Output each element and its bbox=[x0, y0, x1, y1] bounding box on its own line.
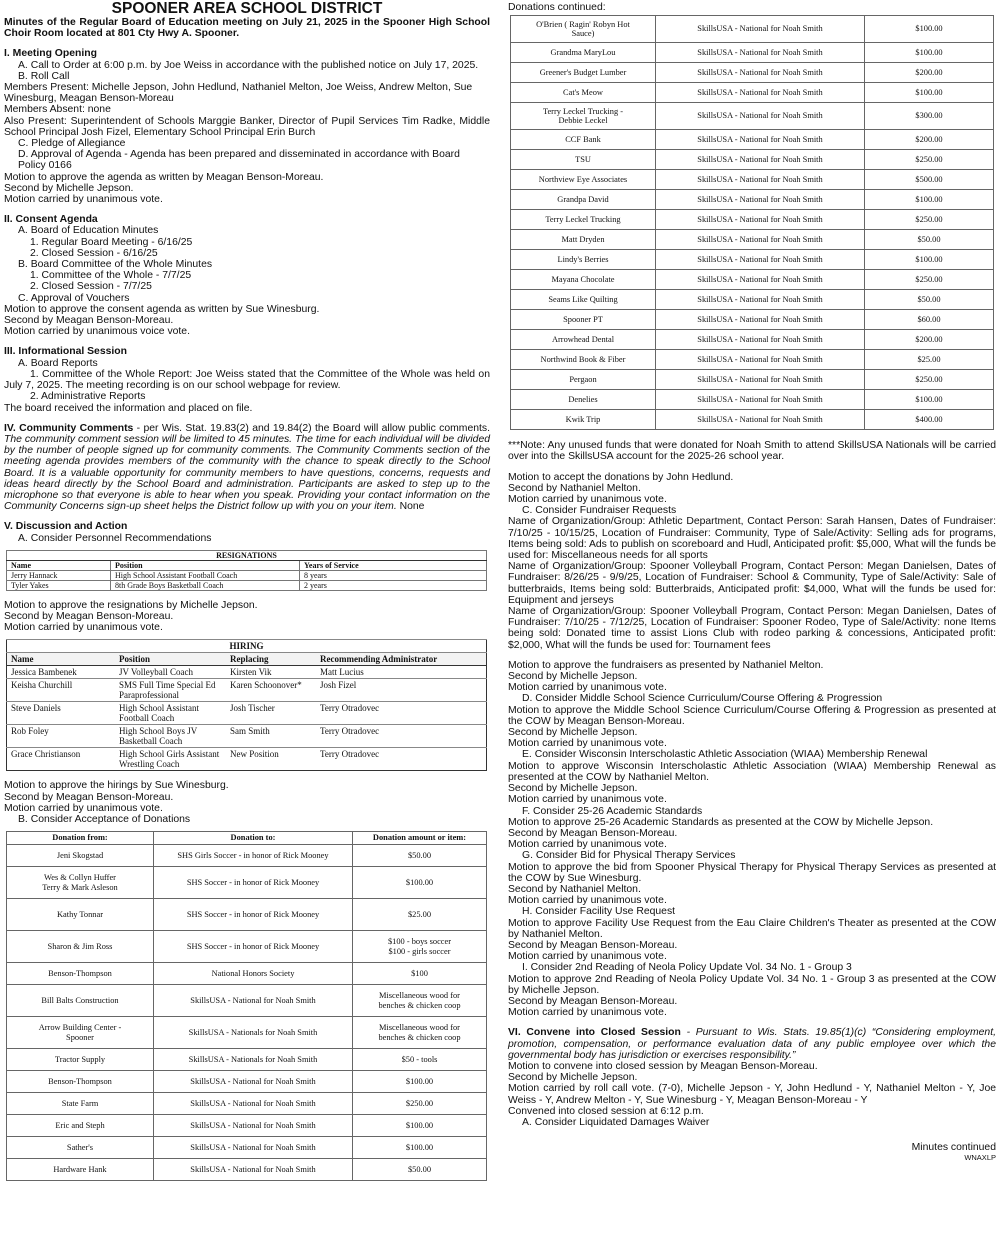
res-motion: Motion to approve the resignations by Michelle Jepson. bbox=[4, 599, 258, 611]
donation-cell: SkillsUSA - Nationals for Noah Smith bbox=[154, 1049, 353, 1071]
s4-tail: None bbox=[396, 501, 425, 513]
i-second: Second by Meagan Benson-Moreau. bbox=[508, 995, 678, 1007]
donation-cell: $250.00 bbox=[865, 150, 994, 170]
don-header-to: Donation to: bbox=[154, 832, 353, 845]
donation-cell: SkillsUSA - National for Noah Smith bbox=[154, 1071, 353, 1093]
intro: Minutes of the Regular Board of Education meeting on July 21, 2025 in the Spooner High School Choir Room located at 801 Cty Hwy A. Spooner. bbox=[4, 17, 490, 40]
donation-cell: SkillsUSA - National for Noah Smith bbox=[656, 16, 865, 43]
donation-cell: SHS Soccer - in honor of Rick Mooney bbox=[154, 899, 353, 931]
table-row bbox=[7, 867, 487, 899]
section-6-heading: VI. Convene into Closed Session bbox=[508, 1027, 681, 1039]
donation-cell: SkillsUSA - National for Noah Smith bbox=[656, 170, 865, 190]
donation-cell: $250.00 bbox=[865, 270, 994, 290]
donation-cell: CCF Bank bbox=[511, 130, 656, 150]
table-row bbox=[7, 725, 487, 748]
hire-cell: Keisha Churchill bbox=[7, 679, 116, 702]
donation-cell: Sharon & Jim Ross bbox=[7, 931, 154, 963]
donation-cell: Miscellaneous wood for benches & chicken coop bbox=[353, 1017, 487, 1049]
i-motion: Motion to approve 2nd Reading of Neola Policy Update Vol. 34 No. 1 - Group 3 as presented at the COW by Michelle Jepson. bbox=[508, 973, 996, 996]
donations-continued: Donations continued: bbox=[508, 2, 606, 13]
donation-cell: Grandpa David bbox=[511, 190, 656, 210]
minutes-continued: Minutes continued bbox=[911, 1142, 996, 1154]
hire-cell: New Position bbox=[226, 748, 316, 771]
donation-cell: SkillsUSA - National for Noah Smith bbox=[656, 330, 865, 350]
right-column bbox=[508, 0, 996, 1162]
donation-cell: Kwik Trip bbox=[511, 410, 656, 430]
table-row bbox=[7, 1159, 487, 1181]
donation-cell: $25.00 bbox=[353, 899, 487, 931]
donation-cell: Matt Dryden bbox=[511, 230, 656, 250]
table-row bbox=[7, 1093, 487, 1115]
fundraiser-1: Name of Organization/Group: Athletic Department, Contact Person: Sarah Hansen, Dates of Fundraiser: 7/10/25 - 10/15/25, Location of Fundraiser: Community, Type of Sale/Activity: Selling ads for programs, Items being sold: Ads to publish on scoreboard and Hudl, Anticipated profit: $5,000, What will the funds be used for: Miscellaneous needs for all sports bbox=[508, 516, 996, 562]
donation-cell: Terry Leckel Trucking - Debbie Leckel bbox=[511, 103, 656, 130]
donation-cell: $50 - tools bbox=[353, 1049, 487, 1071]
donation-cell: SkillsUSA - National for Noah Smith bbox=[656, 190, 865, 210]
don-header-from: Donation from: bbox=[7, 832, 154, 845]
donation-cell: SkillsUSA - National for Noah Smith bbox=[656, 83, 865, 103]
donation-cell: National Honors Society bbox=[154, 963, 353, 985]
section-6-paragraph bbox=[508, 1027, 996, 1061]
donation-cell: Eric and Steph bbox=[7, 1115, 154, 1137]
g-second: Second by Nathaniel Melton. bbox=[508, 883, 641, 895]
donation-cell: $250.00 bbox=[865, 370, 994, 390]
f-carried: Motion carried by unanimous vote. bbox=[508, 839, 667, 851]
s2-a: A. Board of Education Minutes bbox=[18, 225, 159, 237]
table-row bbox=[511, 390, 994, 410]
s4-lead: - per Wis. Stat. 19.83(2) and 19.84(2) the Board will allow public comments. bbox=[133, 422, 490, 434]
donation-cell: Denelies bbox=[511, 390, 656, 410]
hire-cell: Josh Tischer bbox=[226, 702, 316, 725]
donation-cell: SkillsUSA - Nationals for Noah Smith bbox=[154, 1017, 353, 1049]
s1-c: C. Pledge of Allegiance bbox=[18, 138, 126, 150]
hire-cell: High School Assistant Football Coach bbox=[115, 702, 226, 725]
donation-cell: Bill Balts Construction bbox=[7, 985, 154, 1017]
table-row bbox=[511, 290, 994, 310]
donation-cell: SkillsUSA - National for Noah Smith bbox=[656, 250, 865, 270]
donation-cell: Spooner PT bbox=[511, 310, 656, 330]
donation-cell: SkillsUSA - National for Noah Smith bbox=[656, 150, 865, 170]
d-carried: Motion carried by unanimous vote. bbox=[508, 738, 667, 750]
donation-cell: $300.00 bbox=[865, 103, 994, 130]
donations-table-right bbox=[510, 15, 994, 430]
table-row bbox=[511, 16, 994, 43]
res-header-years: Years of Service bbox=[300, 560, 487, 570]
hire-cell: Kirsten Vik bbox=[226, 666, 316, 679]
hire-second: Second by Meagan Benson-Moreau. bbox=[4, 791, 174, 803]
section-3-heading: III. Informational Session bbox=[4, 346, 127, 358]
donation-cell: Northwind Book & Fiber bbox=[511, 350, 656, 370]
s5-d: D. Consider Middle School Science Curriculum/Course Offering & Progression bbox=[522, 693, 883, 705]
don-header-amount: Donation amount or item: bbox=[353, 832, 487, 845]
hire-cell: Terry Otradovec bbox=[316, 702, 487, 725]
hire-cell: Josh Fizel bbox=[316, 679, 487, 702]
page-title: SPOONER AREA SCHOOL DISTRICT bbox=[111, 0, 383, 17]
donation-cell: Cat's Meow bbox=[511, 83, 656, 103]
res-second: Second by Meagan Benson-Moreau. bbox=[4, 610, 174, 622]
table-row bbox=[511, 350, 994, 370]
table-row bbox=[511, 270, 994, 290]
h-carried: Motion carried by unanimous vote. bbox=[508, 951, 667, 963]
donation-cell: SkillsUSA - National for Noah Smith bbox=[154, 1159, 353, 1181]
s2-b1: 1. Committee of the Whole - 7/7/25 bbox=[30, 270, 192, 282]
donation-cell: Seams Like Quilting bbox=[511, 290, 656, 310]
s6-second: Second by Michelle Jepson. bbox=[508, 1072, 638, 1084]
res-header-name: Name bbox=[7, 560, 111, 570]
res-cell: Jerry Hannack bbox=[7, 570, 111, 580]
donation-cell: $100.00 bbox=[865, 250, 994, 270]
donations-table-left bbox=[6, 831, 487, 1181]
hire-cell: SMS Full Time Special Ed Paraprofessional bbox=[115, 679, 226, 702]
res-cell: High School Assistant Football Coach bbox=[111, 570, 300, 580]
donation-cell: $50.00 bbox=[865, 230, 994, 250]
res-cell: 8 years bbox=[300, 570, 487, 580]
donation-cell: Arrowhead Dental bbox=[511, 330, 656, 350]
s5-a: A. Consider Personnel Recommendations bbox=[18, 532, 212, 544]
resignations-caption: RESIGNATIONS bbox=[7, 550, 487, 560]
res-cell: 2 years bbox=[300, 580, 487, 590]
s6-rollcall: Motion carried by roll call vote. (7-0), Michelle Jepson - Y, John Hedlund - Y, Nathaniel Melton - Y, Joe Weiss - Y, Andrew Melton - Y, Sue Winesburg - Y, Meagan Benson-Moreau - Y bbox=[508, 1083, 996, 1106]
hire-cell: High School Boys JV Basketball Coach bbox=[115, 725, 226, 748]
fund-motion: Motion to approve the fundraisers as presented by Nathaniel Melton. bbox=[508, 659, 824, 671]
donation-cell: Pergaon bbox=[511, 370, 656, 390]
donation-cell: $50.00 bbox=[353, 1159, 487, 1181]
table-row bbox=[7, 985, 487, 1017]
s2-motion: Motion to approve the consent agenda as written by Sue Winesburg. bbox=[4, 303, 320, 315]
donation-cell: $50.00 bbox=[353, 845, 487, 867]
section-4-paragraph bbox=[4, 423, 490, 513]
donation-cell: $500.00 bbox=[865, 170, 994, 190]
donation-cell: $100.00 bbox=[353, 867, 487, 899]
s5-e: E. Consider Wisconsin Interscholastic Athletic Association (WIAA) Membership Renewal bbox=[522, 749, 928, 761]
donation-cell: $250.00 bbox=[865, 210, 994, 230]
f-motion: Motion to approve 25-26 Academic Standards as presented at the COW by Michelle Jepson. bbox=[508, 816, 934, 828]
table-row bbox=[7, 1115, 487, 1137]
g-motion: Motion to approve the bid from Spooner Physical Therapy for Physical Therapy Services as presented at the COW by Sue Winesburg. bbox=[508, 861, 996, 884]
s5-i: I. Consider 2nd Reading of Neola Policy Update Vol. 34 No. 1 - Group 3 bbox=[522, 962, 852, 974]
donation-cell: SkillsUSA - National for Noah Smith bbox=[656, 390, 865, 410]
fundraiser-2: Name of Organization/Group: Spooner Volleyball Program, Contact Person: Megan Danielsen, Dates of Fundraiser: 8/26/25 - 9/9/25, Location of Fundraiser: School & Community, Type of Sale/Activity: Sale of butterbraids, Items being sold: Butterbraids, Anticipated profit: $4,000, What will the funds be used for: Equipment and jerseys bbox=[508, 561, 996, 606]
s1-a: A. Call to Order at 6:00 p.m. by Joe Weiss in accordance with the published notice on July 17, 2025. bbox=[18, 59, 479, 71]
s1-b: B. Roll Call bbox=[18, 70, 70, 82]
donation-cell: Arrow Building Center - Spooner bbox=[7, 1017, 154, 1049]
donation-cell: SkillsUSA - National for Noah Smith bbox=[656, 103, 865, 130]
s1-absent: Members Absent: none bbox=[4, 104, 111, 116]
donation-cell: Tractor Supply bbox=[7, 1049, 154, 1071]
s1-present: Members Present: Michelle Jepson, John Hedlund, Nathaniel Melton, Joe Weiss, Andrew Melton, Sue Winesburg, Meagan Benson-Moreau bbox=[4, 82, 473, 105]
h-second: Second by Meagan Benson-Moreau. bbox=[508, 939, 678, 951]
s6-motion: Motion to convene into closed session by Meagan Benson-Moreau. bbox=[508, 1060, 818, 1072]
hiring-table bbox=[6, 639, 487, 771]
donation-cell: Miscellaneous wood for benches & chicken coop bbox=[353, 985, 487, 1017]
donation-cell: Grandma MaryLou bbox=[511, 43, 656, 63]
donation-cell: $200.00 bbox=[865, 130, 994, 150]
s5-h: H. Consider Facility Use Request bbox=[522, 906, 676, 918]
donation-cell: SkillsUSA - National for Noah Smith bbox=[154, 1115, 353, 1137]
fund-second: Second by Michelle Jepson. bbox=[508, 671, 638, 683]
donation-cell: Wes & Collyn Huffer Terry & Mark Asleson bbox=[7, 867, 154, 899]
donation-cell: $100.00 bbox=[353, 1071, 487, 1093]
s5-f: F. Consider 25-26 Academic Standards bbox=[522, 805, 703, 817]
table-row bbox=[7, 570, 487, 580]
donation-cell: SkillsUSA - National for Noah Smith bbox=[656, 290, 865, 310]
d-motion: Motion to approve the Middle School Science Curriculum/Course Offering & Progression as presented at the COW by Meagan Benson-Moreau. bbox=[508, 704, 996, 727]
donation-cell: SkillsUSA - National for Noah Smith bbox=[656, 310, 865, 330]
table-row bbox=[511, 130, 994, 150]
hire-cell: Karen Schoonover* bbox=[226, 679, 316, 702]
s6-italic: - Pursuant to Wis. Stats. 19.85(1)(c) “Considering employment, promotion, compensation, or performance evaluation data of any public employee over which the governmental body has jurisdiction or exercises responsibility.” bbox=[508, 1027, 996, 1061]
res-cell: Tyler Yakes bbox=[7, 580, 111, 590]
table-row bbox=[511, 83, 994, 103]
donation-cell: Northview Eye Associates bbox=[511, 170, 656, 190]
donation-cell: SkillsUSA - National for Noah Smith bbox=[656, 63, 865, 83]
table-row bbox=[511, 170, 994, 190]
hire-cell: Grace Christianson bbox=[7, 748, 116, 771]
donation-cell: $100.00 bbox=[865, 16, 994, 43]
table-row bbox=[7, 702, 487, 725]
res-carried: Motion carried by unanimous vote. bbox=[4, 622, 163, 634]
donation-cell: SkillsUSA - National for Noah Smith bbox=[154, 985, 353, 1017]
donation-cell: Terry Leckel Trucking bbox=[511, 210, 656, 230]
table-row bbox=[7, 666, 487, 679]
hire-header-admin: Recommending Administrator bbox=[316, 653, 487, 666]
donation-cell: $100 bbox=[353, 963, 487, 985]
table-row bbox=[511, 370, 994, 390]
table-row bbox=[7, 1017, 487, 1049]
hire-cell: Terry Otradovec bbox=[316, 748, 487, 771]
e-motion: Motion to approve Wisconsin Interscholastic Athletic Association (WIAA) Membership Renewal as presented at the COW by Nathaniel Melton. bbox=[508, 760, 996, 783]
i-carried: Motion carried by unanimous vote. bbox=[508, 1007, 667, 1019]
don-motion: Motion to accept the donations by John Hedlund. bbox=[508, 471, 734, 483]
s1-second: Second by Michelle Jepson. bbox=[4, 182, 134, 194]
donation-cell: SkillsUSA - National for Noah Smith bbox=[154, 1137, 353, 1159]
donation-cell: Greener's Budget Lumber bbox=[511, 63, 656, 83]
hire-motion: Motion to approve the hirings by Sue Winesburg. bbox=[4, 780, 229, 792]
donation-cell: $200.00 bbox=[865, 63, 994, 83]
s6-convened: Convened into closed session at 6:12 p.m. bbox=[508, 1105, 704, 1117]
table-row bbox=[7, 679, 487, 702]
hire-cell: Jessica Bambenek bbox=[7, 666, 116, 679]
table-row bbox=[511, 310, 994, 330]
donation-cell: SHS Soccer - in honor of Rick Mooney bbox=[154, 931, 353, 963]
s1-motion: Motion to approve the agenda as written by Meagan Benson-Moreau. bbox=[4, 171, 324, 183]
table-row bbox=[7, 1049, 487, 1071]
donation-cell: SkillsUSA - National for Noah Smith bbox=[154, 1093, 353, 1115]
donation-cell: $100 - boys soccer $100 - girls soccer bbox=[353, 931, 487, 963]
hire-cell: Matt Lucius bbox=[316, 666, 487, 679]
s2-c: C. Approval of Vouchers bbox=[18, 292, 130, 304]
donation-cell: Mayana Chocolate bbox=[511, 270, 656, 290]
table-row bbox=[511, 230, 994, 250]
s3-a1: 1. Committee of the Whole Report: Joe Weiss stated that the Committee of the Whole was held on July 7, 2025. The meeting recording is on our school webpage for review. bbox=[4, 368, 490, 392]
donation-cell: $100.00 bbox=[865, 83, 994, 103]
donation-cell: $250.00 bbox=[353, 1093, 487, 1115]
donation-cell: O'Brien ( Ragin' Robyn Hot Sauce) bbox=[511, 16, 656, 43]
e-second: Second by Michelle Jepson. bbox=[508, 783, 638, 795]
donation-cell: Sather's bbox=[7, 1137, 154, 1159]
s2-carried: Motion carried by unanimous voice vote. bbox=[4, 326, 190, 338]
f-second: Second by Meagan Benson-Moreau. bbox=[508, 827, 678, 839]
donation-cell: Hardware Hank bbox=[7, 1159, 154, 1181]
s1-also: Also Present: Superintendent of Schools Marggie Banker, Director of Pupil Services Tim Radke, Middle School Principal Josh Fizel, Elementary School Principal Erin Burch bbox=[4, 115, 490, 138]
donation-cell: Jeni Skogstad bbox=[7, 845, 154, 867]
table-row bbox=[7, 931, 487, 963]
s4-italic: The community comment session will be limited to 45 minutes. The time for each individual will be divided by the number of people signed up for community comments. The Community Comments section of the meeting agenda provides members of the community with the chance to speak directly to the School Board. It is a valuable opportunity for community members to have questions, concerns, requests and ideas heard directly by the School Board and administration. Participants are asked to step up to the microphone so that everyone is able to hear when you speak. Providing your contact information on the Community Concerns sign-up sheet helps the District follow up with you on your item. bbox=[4, 433, 490, 513]
donation-cell: SkillsUSA - National for Noah Smith bbox=[656, 43, 865, 63]
table-row bbox=[511, 103, 994, 130]
donation-cell: SkillsUSA - National for Noah Smith bbox=[656, 270, 865, 290]
s2-b2: 2. Closed Session - 7/7/25 bbox=[30, 281, 152, 293]
fundraiser-3: Name of Organization/Group: Spooner Volleyball Program, Contact Person: Megan Danielsen, Dates of Fundraiser: 7/10/25 - 7/12/25, Location of Fundraiser: Spooner Rodeo, Type of Sale/Activity: none Items being sold: Donated time to assist Lions Club with rodeo parking & concessions, Anticipated profit: $2,000, What will the funds be used for: Tournament fees bbox=[508, 606, 996, 651]
hire-cell: Rob Foley bbox=[7, 725, 116, 748]
s1-d: D. Approval of Agenda - Agenda has been prepared and disseminated in accordance with Board Policy 0166 bbox=[18, 149, 460, 172]
s5-b: B. Consider Acceptance of Donations bbox=[18, 813, 191, 825]
d-second: Second by Michelle Jepson. bbox=[508, 727, 638, 739]
hire-header-position: Position bbox=[115, 653, 226, 666]
s6-a: A. Consider Liquidated Damages Waiver bbox=[522, 1116, 710, 1128]
donation-cell: $25.00 bbox=[865, 350, 994, 370]
hire-header-name: Name bbox=[7, 653, 116, 666]
table-row bbox=[7, 580, 487, 590]
left-column bbox=[4, 0, 490, 1181]
donation-cell: $100.00 bbox=[353, 1137, 487, 1159]
donation-cell: Kathy Tonnar bbox=[7, 899, 154, 931]
res-cell: 8th Grade Boys Basketball Coach bbox=[111, 580, 300, 590]
s2-a2: 2. Closed Session - 6/16/25 bbox=[30, 247, 158, 259]
hire-cell: Sam Smith bbox=[226, 725, 316, 748]
donation-cell: $100.00 bbox=[865, 390, 994, 410]
s3-received: The board received the information and placed on file. bbox=[4, 402, 253, 414]
table-row bbox=[511, 63, 994, 83]
hire-cell: JV Volleyball Coach bbox=[115, 666, 226, 679]
table-row bbox=[7, 748, 487, 771]
donation-cell: $50.00 bbox=[865, 290, 994, 310]
donation-cell: $100.00 bbox=[865, 43, 994, 63]
hire-cell: Steve Daniels bbox=[7, 702, 116, 725]
donation-cell: SkillsUSA - National for Noah Smith bbox=[656, 370, 865, 390]
donation-cell: SkillsUSA - National for Noah Smith bbox=[656, 230, 865, 250]
donation-cell: $100.00 bbox=[865, 190, 994, 210]
table-row bbox=[511, 330, 994, 350]
table-row bbox=[511, 150, 994, 170]
s1-carried: Motion carried by unanimous vote. bbox=[4, 194, 163, 206]
section-5-heading: V. Discussion and Action bbox=[4, 521, 128, 533]
s3-a: A. Board Reports bbox=[18, 357, 98, 369]
donation-cell: SkillsUSA - National for Noah Smith bbox=[656, 350, 865, 370]
table-row bbox=[511, 250, 994, 270]
hire-cell: Terry Otradovec bbox=[316, 725, 487, 748]
s2-b: B. Board Committee of the Whole Minutes bbox=[18, 259, 213, 271]
donation-cell: SkillsUSA - National for Noah Smith bbox=[656, 130, 865, 150]
resignations-table bbox=[6, 550, 487, 591]
section-4-heading: IV. Community Comments bbox=[4, 422, 134, 434]
s2-second: Second by Meagan Benson-Moreau. bbox=[4, 315, 174, 327]
table-row bbox=[511, 410, 994, 430]
don-carried: Motion carried by unanimous vote. bbox=[508, 494, 667, 506]
donation-cell: Benson-Thompson bbox=[7, 963, 154, 985]
donation-cell: $60.00 bbox=[865, 310, 994, 330]
hiring-caption: HIRING bbox=[7, 640, 487, 653]
h-motion: Motion to approve Facility Use Request from the Eau Claire Children's Theater as presented at the COW by Nathaniel Melton. bbox=[508, 917, 996, 940]
donation-cell: $200.00 bbox=[865, 330, 994, 350]
g-carried: Motion carried by unanimous vote. bbox=[508, 895, 667, 907]
s3-a2: 2. Administrative Reports bbox=[30, 391, 146, 403]
donation-cell: SHS Soccer - in honor of Rick Mooney bbox=[154, 867, 353, 899]
section-1-heading: I. Meeting Opening bbox=[4, 48, 97, 60]
table-row bbox=[511, 43, 994, 63]
publication-code: WNAXLP bbox=[964, 1153, 996, 1163]
res-header-position: Position bbox=[111, 560, 300, 570]
donation-cell: State Farm bbox=[7, 1093, 154, 1115]
table-row bbox=[7, 1071, 487, 1093]
table-row bbox=[511, 210, 994, 230]
donation-note: ***Note: Any unused funds that were donated for Noah Smith to attend SkillsUSA Nationals will be carried over into the SkillsUSA account for the 2025-26 school year. bbox=[508, 440, 996, 463]
hire-header-replacing: Replacing bbox=[226, 653, 316, 666]
fund-carried: Motion carried by unanimous vote. bbox=[508, 682, 667, 694]
table-row bbox=[7, 1137, 487, 1159]
table-row bbox=[7, 899, 487, 931]
donation-cell: TSU bbox=[511, 150, 656, 170]
donation-cell: Benson-Thompson bbox=[7, 1071, 154, 1093]
s5-g: G. Consider Bid for Physical Therapy Services bbox=[522, 850, 736, 862]
don-second: Second by Nathaniel Melton. bbox=[508, 482, 641, 494]
donation-cell: SkillsUSA - National for Noah Smith bbox=[656, 210, 865, 230]
table-row bbox=[7, 963, 487, 985]
hire-cell: High School Girls Assistant Wrestling Coach bbox=[115, 748, 226, 771]
e-carried: Motion carried by unanimous vote. bbox=[508, 794, 667, 806]
s2-a1: 1. Regular Board Meeting - 6/16/25 bbox=[30, 236, 193, 248]
donation-cell: $100.00 bbox=[353, 1115, 487, 1137]
donation-cell: Lindy's Berries bbox=[511, 250, 656, 270]
donation-cell: $400.00 bbox=[865, 410, 994, 430]
table-row bbox=[511, 190, 994, 210]
section-2-heading: II. Consent Agenda bbox=[4, 214, 98, 226]
donation-cell: SHS Girls Soccer - in honor of Rick Mooney bbox=[154, 845, 353, 867]
donation-cell: SkillsUSA - National for Noah Smith bbox=[656, 410, 865, 430]
s5-c: C. Consider Fundraiser Requests bbox=[522, 505, 677, 517]
hire-carried: Motion carried by unanimous vote. bbox=[4, 802, 163, 814]
table-row bbox=[7, 845, 487, 867]
